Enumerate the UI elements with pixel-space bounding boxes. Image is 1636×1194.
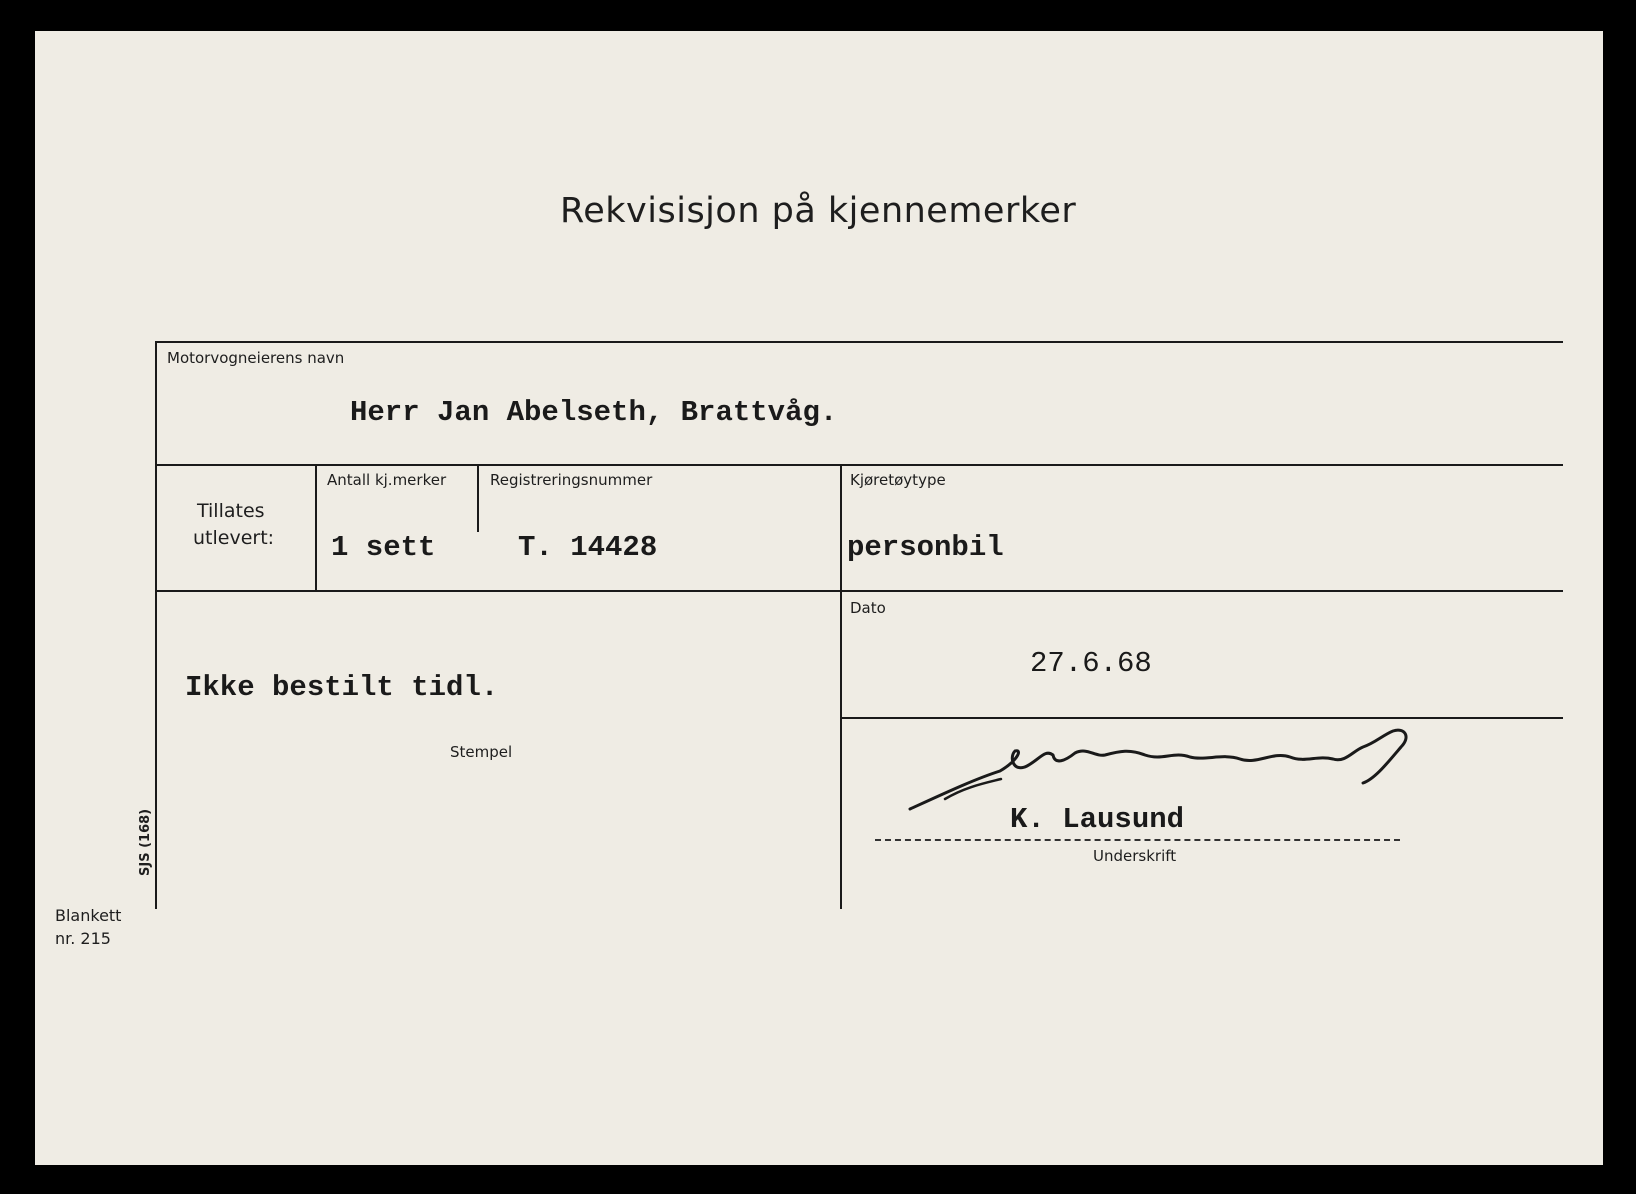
count-label: Antall kj.merker (327, 471, 447, 489)
form-number-line2: nr. 215 (55, 929, 111, 948)
owner-value: Herr Jan Abelseth, Brattvåg. (350, 396, 838, 429)
date-value: 27.6.68 (1030, 647, 1152, 680)
signature-label: Underskrift (1093, 847, 1177, 865)
rule-count-reg (477, 466, 479, 532)
rule-top (155, 341, 1563, 343)
date-label: Dato (850, 599, 886, 617)
rule-left (155, 341, 157, 909)
form-code: SJS (168) (138, 808, 153, 876)
form-page (35, 31, 1603, 1165)
remarks-value: Ikke bestilt tidl. (185, 671, 499, 704)
stamp-label: Stempel (450, 743, 513, 761)
vehicle-type-label: Kjøretøytype (850, 471, 946, 489)
rule-issuance-label (315, 466, 317, 590)
issuance-label-line1: Tillates (197, 500, 265, 522)
rule-issuance-bottom (155, 590, 1563, 592)
vehicle-type-value: personbil (847, 531, 1004, 564)
signature-line (875, 839, 1400, 841)
issuance-label-line2: utlevert: (193, 527, 275, 549)
rule-date-bottom (842, 717, 1563, 719)
signer-name: K. Lausund (1010, 803, 1185, 836)
form-title: Rekvisisjon på kjennemerker (560, 191, 1077, 231)
rule-middle (840, 466, 842, 909)
registration-value: T. 14428 (518, 531, 658, 564)
rule-owner-bottom (155, 464, 1563, 466)
form-number-line1: Blankett (55, 906, 122, 925)
owner-label: Motorvogneierens navn (167, 349, 345, 367)
count-value: 1 sett (331, 531, 436, 564)
registration-label: Registreringsnummer (490, 471, 653, 489)
